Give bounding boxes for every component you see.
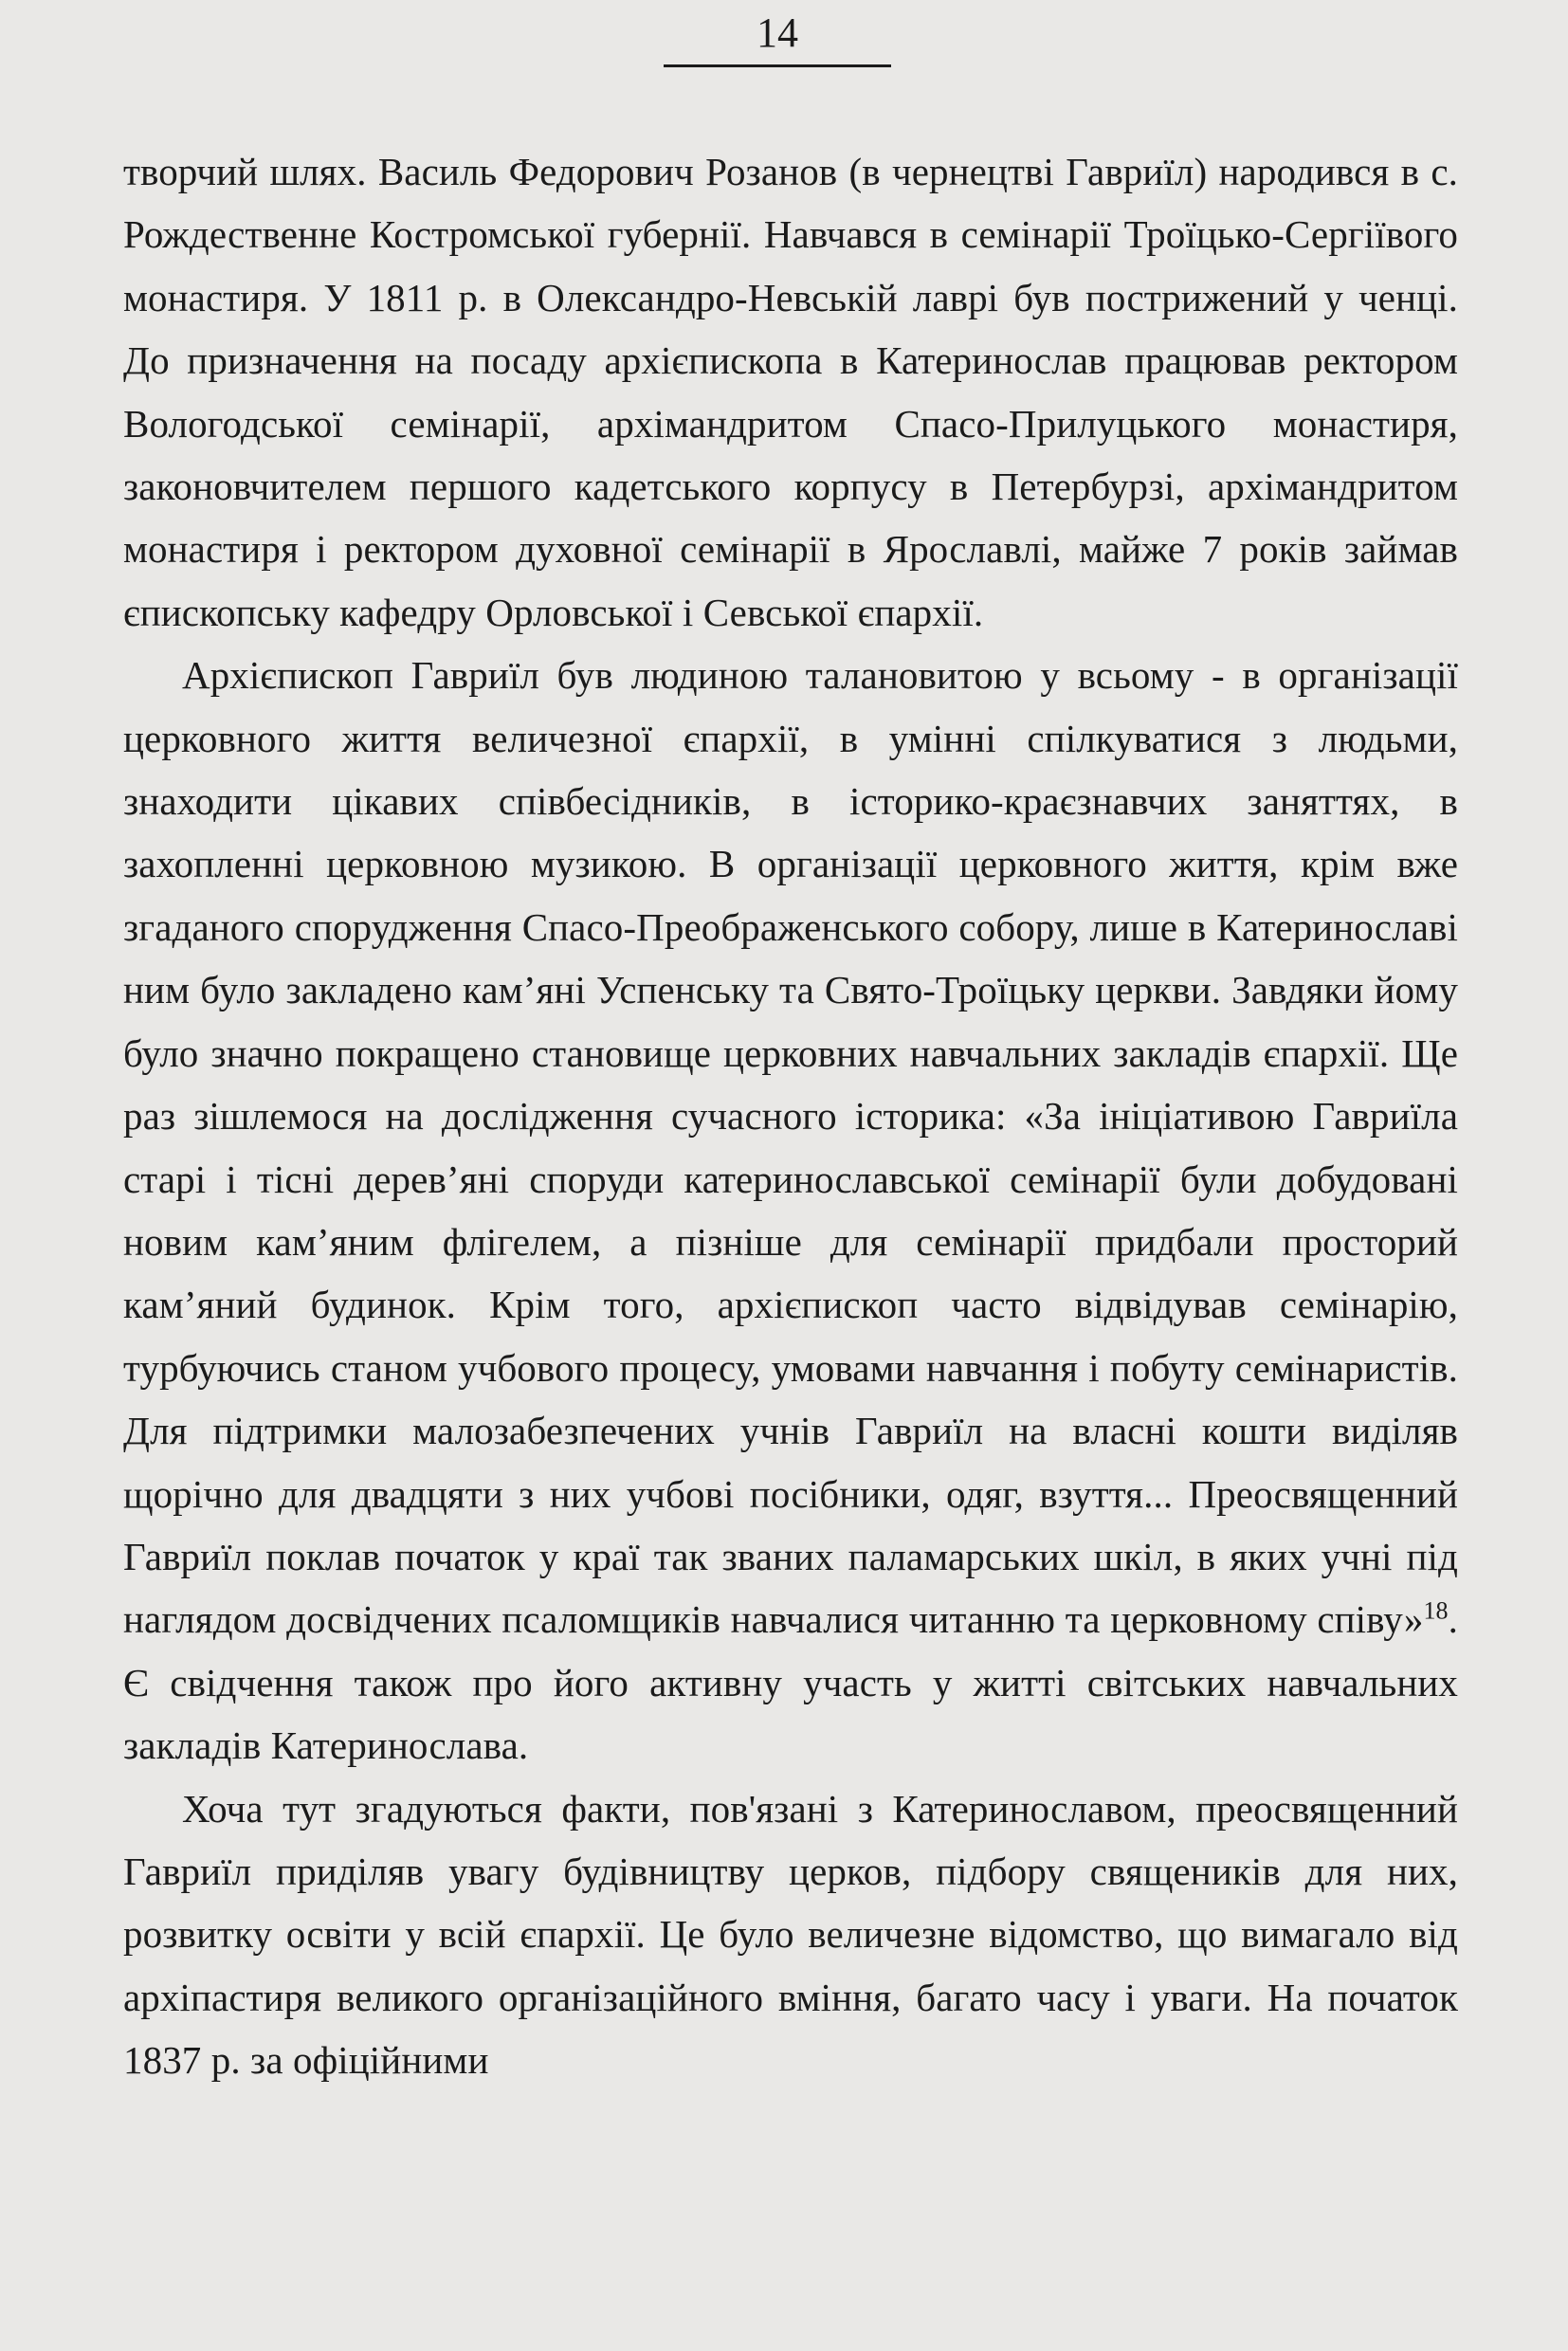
paragraph-3-text: Хоча тут згадуються факти, пов'язані з Катеринославом, преосвященний Гавриїл приділяв увагу будівництву церков, підбору священиків для них, розвитку освіти у всій єпархії. Це було величезне відомство, що вимагало від архіпастиря великого організаційного вміння, багато часу і уваги. На початок 1837 р. за офіційними <box>123 1786 1458 2083</box>
paragraph-2-text: Архієпископ Гавриїл був людиною талановитою у всьому - в організації церковного життя величезної єпархії, в умінні спілкуватися з людьми, знаходити цікавих співбесідників, в історико-краєзнавчих заняттях, в захопленні церковною музикою. В організації церковного життя, крім вже згаданого спорудження Спасо-Преображенського собору, лише в Катеринославі ним було закладено кам’яні Успенську та Свято-Троїцьку церкви. Завдяки йому було значно покращено становище церковних навчальних закладів єпархії. Ще раз зішлемося на дослідження сучасного історика: «За ініціативою Гавриїла старі і тісні дерев’яні споруди катеринославської семінарії були добудовані новим кам’яним флігелем, а пізніше для семінарії придбали просторий кам’яний будинок. Крім того, архієпископ часто відвідував семінарію, турбуючись станом учбового процесу, умовами навчання і побуту семінаристів. Для підтримки малозабезпечених учнів Гавриїл на власні кошти виділяв щорічно для двадцяти з них учбові посібники, одяг, взуття... Преосвященний Гавриїл поклав початок у краї так званих паламарських шкіл, в яких учні під наглядом досвідчених псаломщиків навчалися читанню та церковному співу» <box>123 653 1458 1642</box>
body-text <box>123 140 1458 2092</box>
paragraph-2 <box>123 644 1458 1777</box>
page-number: 14 <box>664 6 891 67</box>
paragraph-2-text-after: . Є свідчення також про його активну участь у житті світських навчальних закладів Катеринослава. <box>123 1597 1458 1768</box>
paragraph-1 <box>123 140 1458 644</box>
paragraph-1-text: творчий шлях. Василь Федорович Розанов (в чернецтві Гавриїл) народився в с. Рождественне Костромської губернії. Навчався в семінарії Троїцько-Сергіївого монастиря. У 1811 р. в Олександро-Невській лаврі був пострижений у ченці. До призначення на посаду архієпископа в Катеринослав працював ректором Вологодської семінарії, архімандритом Спасо-Прилуцького монастиря, законовчителем першого кадетського корпусу в Петербурзі, архімандритом монастиря і ректором духовної семінарії в Ярославлі, майже 7 років займав єпископську кафедру Орловської і Севської єпархії. <box>123 150 1458 634</box>
footnote-reference: 18 <box>1423 1596 1449 1625</box>
paragraph-3 <box>123 1777 1458 2092</box>
